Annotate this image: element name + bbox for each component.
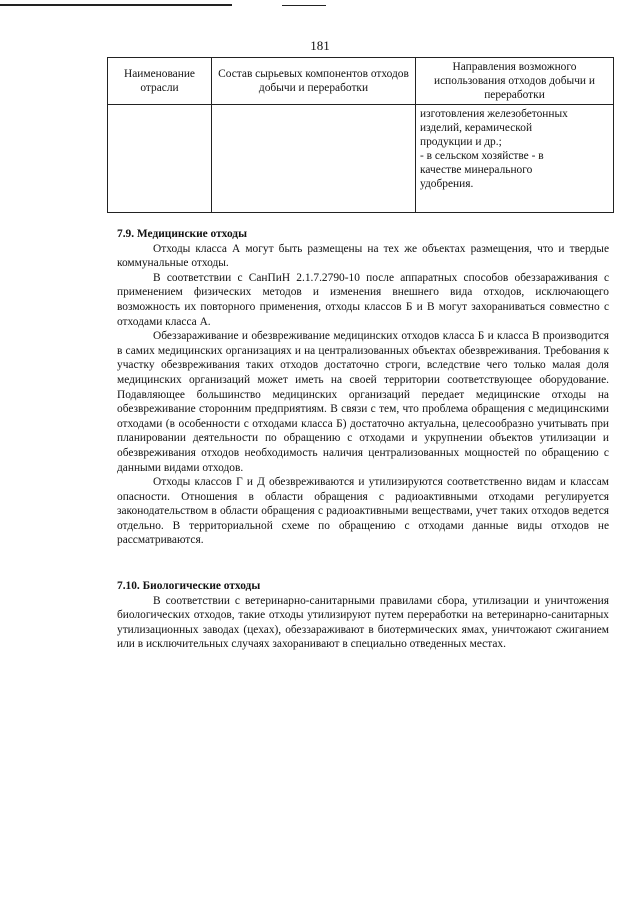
section-biological-waste <box>117 579 609 652</box>
paragraph: Отходы класса А могут быть размещены на тех же объектах размещения, что и твердые коммунальные отходы. <box>117 242 609 270</box>
page-number: 181 <box>310 38 330 53</box>
cell-line: качестве минерального <box>420 164 533 176</box>
cell-line: - в сельском хозяйстве - в <box>420 150 544 162</box>
cell-line: удобрения. <box>420 178 474 190</box>
scan-artifact-line <box>282 5 326 6</box>
paragraph: Обеззараживание и обезвреживание медицинских отходов класса Б и класса В производится в самих медицинских организациях и на централизованных объектах обезвреживания. Требования к участку обезвреживания таких отходов достаточно строги, вследствие чего только малая доля медицинских организаций может иметь на своей территории соответствующее оборудование. Подавляющее большинство медицинских организаций передает медицинские отходы на обезвреживание сторонним предприятиям. В связи с тем, что проблема обращения с медицинскими отходами (в особенности с отходами класса Б) достаточно актуальна, целесообразно учитывать при планировании деятельности по обращению с отходами и укрупнении объектов утилизации и обезвреживания отходов необходимость наличия централизованных мощностей по обращению с данными видами отходов. <box>117 330 609 474</box>
paragraph: Отходы классов Г и Д обезвреживаются и утилизируются соответственно видам и классам опасности. Отношения в области обращения с радиоактивными отходами регулируется законодательством в области обращения с радиоактивными веществами, учет таких отходов ведется отдельно. В территориальной схеме по обращению с отходами данные виды отходов не рассматриваются. <box>117 476 609 547</box>
table-row <box>108 105 614 213</box>
paragraph: В соответствии с СанПиН 2.1.7.2790-10 после аппаратных способов обеззараживания с применением физических методов и изменения внешнего вида отходов, исключающего возможность их повторного применения, отходы классов Б и В могут захораниваться совместно с отходами класса А. <box>117 271 609 328</box>
cell-line: изготовления железобетонных <box>420 108 568 120</box>
cell-usage <box>416 105 614 213</box>
cell-industry <box>108 105 212 213</box>
section-heading: 7.9. Медицинские отходы <box>117 228 247 240</box>
paragraph: В соответствии с ветеринарно-санитарными правилами сбора, утилизации и уничтожения биологических отходов, такие отходы утилизируют путем переработки на ветеринарно-санитарных утилизационных заводах (цехах), обеззараживают в биотермических ямах, уничтожают сжиганием или в исключительных случаях захоранивают в специально отведенных местах. <box>117 594 609 651</box>
section-medical-waste <box>117 227 609 548</box>
cell-composition <box>212 105 416 213</box>
cell-line: продукции и др.; <box>420 136 502 148</box>
column-header-composition: Состав сырьевых компонентов отходов добычи и переработки <box>212 58 416 105</box>
table-header-row <box>108 58 614 105</box>
scan-artifact-line <box>0 4 232 6</box>
waste-table <box>107 57 614 213</box>
cell-line: изделий, керамической <box>420 122 533 134</box>
section-heading: 7.10. Биологические отходы <box>117 580 261 592</box>
column-header-industry: Наименование отрасли <box>108 58 212 105</box>
column-header-usage: Направления возможного использования отходов добычи и переработки <box>416 58 614 105</box>
